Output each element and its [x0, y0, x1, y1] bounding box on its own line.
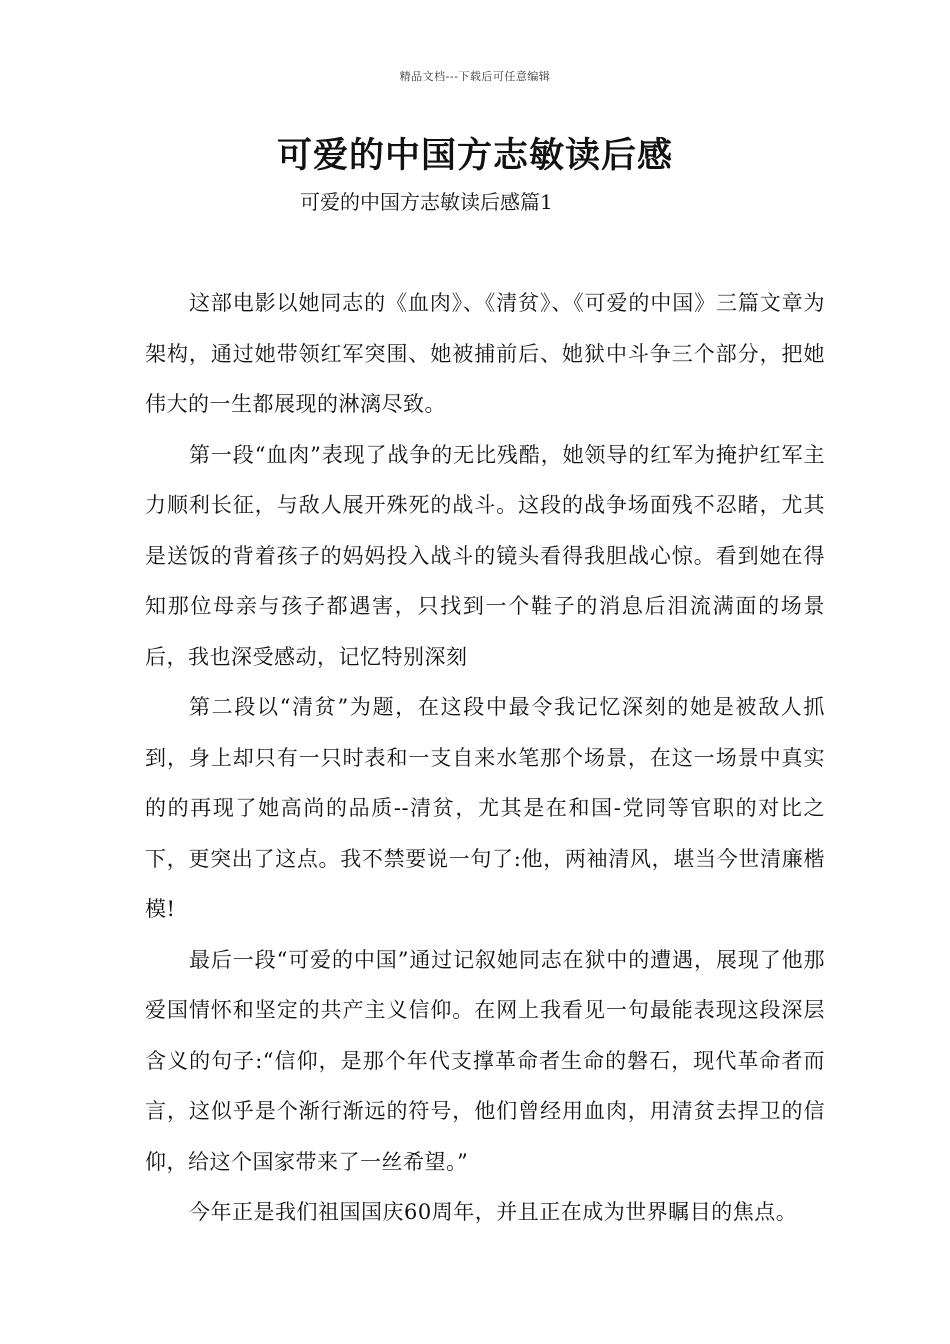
paragraph: 这部电影以她同志的《血肉》、《清贫》、《可爱的中国》三篇文章为架构，通过她带领红军突围、她被捕前后、她狱中斗争三个部分，把她伟大的一生都展现的淋漓尽致。	[145, 291, 825, 416]
paragraph: 第一段“血肉”表现了战争的无比残酷，她领导的红军为掩护红军主力顺利长征，与敌人展开殊死的战斗。这段的战争场面残不忍睹，尤其是送饭的背着孩子的妈妈投入战斗的镜头看得我胆战心惊。看到她在得知那位母亲与孩子都遇害，只找到一个鞋子的消息后泪流满面的场景后，我也深受感动，记忆特别深刻	[145, 442, 825, 669]
paragraph: 第二段以“清贫”为题，在这段中最令我记忆深刻的她是被敌人抓到，身上却只有一只时表和一支自来水笔那个场景，在这一场景中真实的的再现了她高尚的品质--清贫，尤其是在和国-党同等官职的对比之下，更突出了这点。我不禁要说一句了:他，两袖清风，堪当今世清廉楷模!	[145, 695, 825, 921]
header-note: 精品文档---下载后可任意编辑	[399, 70, 551, 83]
paragraph: 最后一段“可爱的中国”通过记叙她同志在狱中的遭遇，展现了他那爱国情怀和坚定的共产主义信仰。在网上我看见一句最能表现这段深层含义的句子:“信仰，是那个年代支撑革命者生命的磐石，现代革命者而言，这似乎是个渐行渐远的符号，他们曾经用血肉，用清贫去捍卫的信仰，给这个国家带来了一丝希望。”	[145, 947, 825, 1174]
paragraph: 今年正是我们祖国国庆60周年，并且正在成为世界瞩目的焦点。	[189, 1200, 798, 1224]
document-body	[145, 278, 825, 1238]
document-subtitle: 可爱的中国方志敏读后感篇1	[300, 190, 553, 214]
document-title: 可爱的中国方志敏读后感	[276, 136, 673, 176]
